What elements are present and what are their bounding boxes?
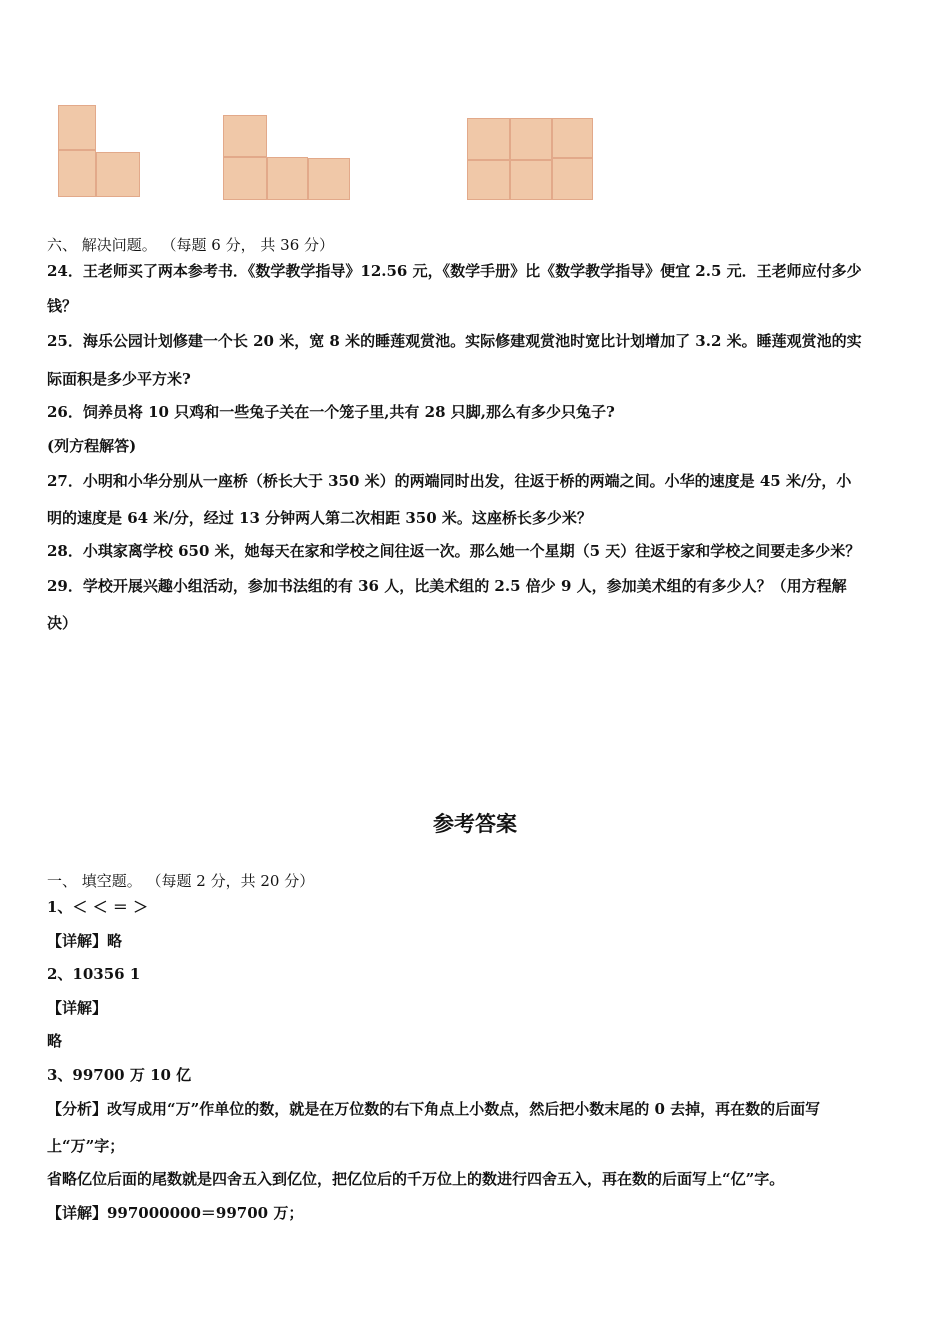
problem-text: 29．学校开展兴趣小组活动，参加书法组的有 36 人，比美术组的 2.5 倍少 9 人，参加美术组的有多少人？（用方程解 xyxy=(47,577,847,595)
square xyxy=(552,158,593,200)
square xyxy=(58,105,96,150)
square xyxy=(223,157,267,200)
problem-text: 钱？ xyxy=(47,297,78,315)
answer-line: 【详解】 xyxy=(47,999,108,1017)
problem-text: 25．海乐公园计划修建一个长 20 米，宽 8 米的睡莲观赏池。实际修建观赏池时宽比计划增加了 3.2 米。睡莲观赏池的实 xyxy=(47,332,862,350)
section-heading: 六、 解决问题。 （每题 6 分， 共 36 分） xyxy=(47,236,335,254)
problem-text: 28．小琪家离学校 650 米，她每天在家和学校之间往返一次。那么她一个星期（5 天）往返于家和学校之间要走多少米？ xyxy=(47,542,861,560)
answer-line: 略 xyxy=(47,1032,63,1050)
problem-text: 际面积是多少平方米? xyxy=(47,370,191,388)
answer-line: 【分析】改写成用“万”作单位的数，就是在万位数的右下角点上小数点，然后把小数末尾的 0 去掉，再在数的后面写 xyxy=(47,1100,821,1118)
problem-text: 决） xyxy=(47,614,78,632)
square xyxy=(267,157,308,200)
problem-text: (列方程解答) xyxy=(47,437,137,455)
square xyxy=(96,152,140,197)
problem-text: 明的速度是 64 米/分，经过 13 分钟两人第二次相距 350 米。这座桥长多少米？ xyxy=(47,509,592,527)
answer-line: 上“万”字； xyxy=(47,1137,125,1155)
square xyxy=(467,160,510,200)
square xyxy=(308,158,350,200)
answer-title: 参考答案 xyxy=(433,812,517,836)
problem-text: 26．饲养员将 10 只鸡和一些兔子关在一个笼子里,共有 28 只脚,那么有多少只兔子? xyxy=(47,403,615,421)
square xyxy=(467,118,510,160)
answer-line: 【详解】997000000＝99700 万； xyxy=(47,1204,304,1222)
problem-text: 24．王老师买了两本参考书．《数学教学指导》12.56 元，《数学手册》比《数学教学指导》便宜 2.5 元．王老师应付多少 xyxy=(47,262,862,280)
answer-line: 1、＜ ＜ ＝ ＞ xyxy=(47,898,149,916)
answer-line: 3、99700 万 10 亿 xyxy=(47,1066,192,1084)
square xyxy=(552,118,593,158)
square xyxy=(223,115,267,157)
problem-text: 27．小明和小华分别从一座桥（桥长大于 350 米）的两端同时出发，往返于桥的两端之间。小华的速度是 45 米/分，小 xyxy=(47,472,852,490)
answer-line: 【详解】略 xyxy=(47,932,123,950)
square xyxy=(510,118,552,160)
section-heading: 一、 填空题。 （每题 2 分，共 20 分） xyxy=(47,872,315,890)
answer-line: 省略亿位后面的尾数就是四舍五入到亿位，把亿位后的千万位上的数进行四舍五入，再在数的后面写上“亿”字。 xyxy=(47,1170,785,1188)
answer-line: 2、10356 1 xyxy=(47,965,141,983)
square xyxy=(510,160,552,200)
square xyxy=(58,150,96,197)
